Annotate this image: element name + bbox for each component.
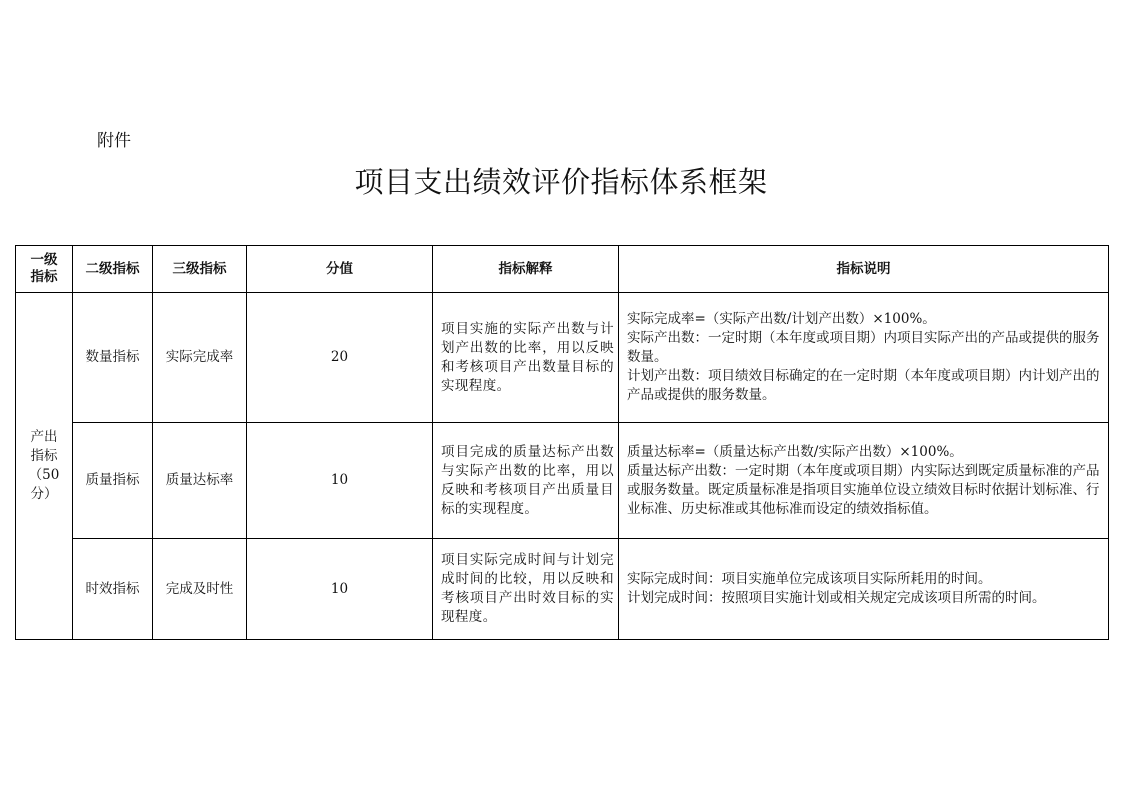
description-line: 计划完成时间：按照项目实施计划或相关规定完成该项目所需的时间。 bbox=[627, 590, 1046, 606]
score-cell: 10 bbox=[247, 423, 433, 539]
level3-cell: 实际完成率 bbox=[153, 293, 247, 423]
explanation-cell: 项目实际完成时间与计划完成时间的比较，用以反映和考核项目产出时效目标的实现程度。 bbox=[433, 539, 619, 640]
explanation-cell: 项目实施的实际产出数与计划产出数的比率，用以反映和考核项目产出数量目标的实现程度。 bbox=[433, 293, 619, 423]
explanation-cell: 项目完成的质量达标产出数与实际产出数的比率，用以反映和考核项目产出质量目标的实现程度。 bbox=[433, 423, 619, 539]
description-line: 质量达标率=（质量达标产出数/实际产出数）×100%。 bbox=[627, 443, 963, 460]
document-title: 项目支出绩效评价指标体系框架 bbox=[354, 165, 768, 199]
indicator-framework-table bbox=[15, 245, 1109, 640]
level2-cell: 质量指标 bbox=[73, 423, 153, 539]
table-header-row bbox=[16, 246, 1109, 293]
attachment-label: 附件 bbox=[97, 131, 131, 151]
description-cell bbox=[619, 539, 1109, 640]
score-cell: 10 bbox=[247, 539, 433, 640]
level3-cell: 完成及时性 bbox=[153, 539, 247, 640]
description-line: 计划产出数：项目绩效目标确定的在一定时期（本年度或项目期）内计划产出的产品或提供的服务数量。 bbox=[627, 368, 1100, 403]
level2-cell: 数量指标 bbox=[73, 293, 153, 423]
description-cell bbox=[619, 423, 1109, 539]
header-level1: 一级指标 bbox=[16, 246, 73, 293]
description-cell bbox=[619, 293, 1109, 423]
header-score: 分值 bbox=[247, 246, 433, 293]
level3-cell: 质量达标率 bbox=[153, 423, 247, 539]
table-row bbox=[16, 293, 1109, 423]
level2-cell: 时效指标 bbox=[73, 539, 153, 640]
header-description: 指标说明 bbox=[619, 246, 1109, 293]
header-explanation: 指标解释 bbox=[433, 246, 619, 293]
table-row bbox=[16, 539, 1109, 640]
description-line: 实际产出数：一定时期（本年度或项目期）内项目实际产出的产品或提供的服务数量。 bbox=[627, 330, 1100, 365]
level1-output-indicator: 产出指标（50分） bbox=[16, 293, 73, 640]
header-level2: 二级指标 bbox=[73, 246, 153, 293]
header-level3: 三级指标 bbox=[153, 246, 247, 293]
score-cell: 20 bbox=[247, 293, 433, 423]
table-row bbox=[16, 423, 1109, 539]
description-line: 实际完成率=（实际产出数/计划产出数）×100%。 bbox=[627, 311, 936, 327]
description-line: 实际完成时间：项目实施单位完成该项目实际所耗用的时间。 bbox=[627, 571, 992, 587]
description-line: 质量达标产出数：一定时期（本年度或项目期）内实际达到既定质量标准的产品或服务数量。既定质量标准是指项目实施单位设立绩效目标时依据计划标准、行业标准、历史标准或其他标准而设定的绩效指标值。 bbox=[627, 462, 1100, 517]
